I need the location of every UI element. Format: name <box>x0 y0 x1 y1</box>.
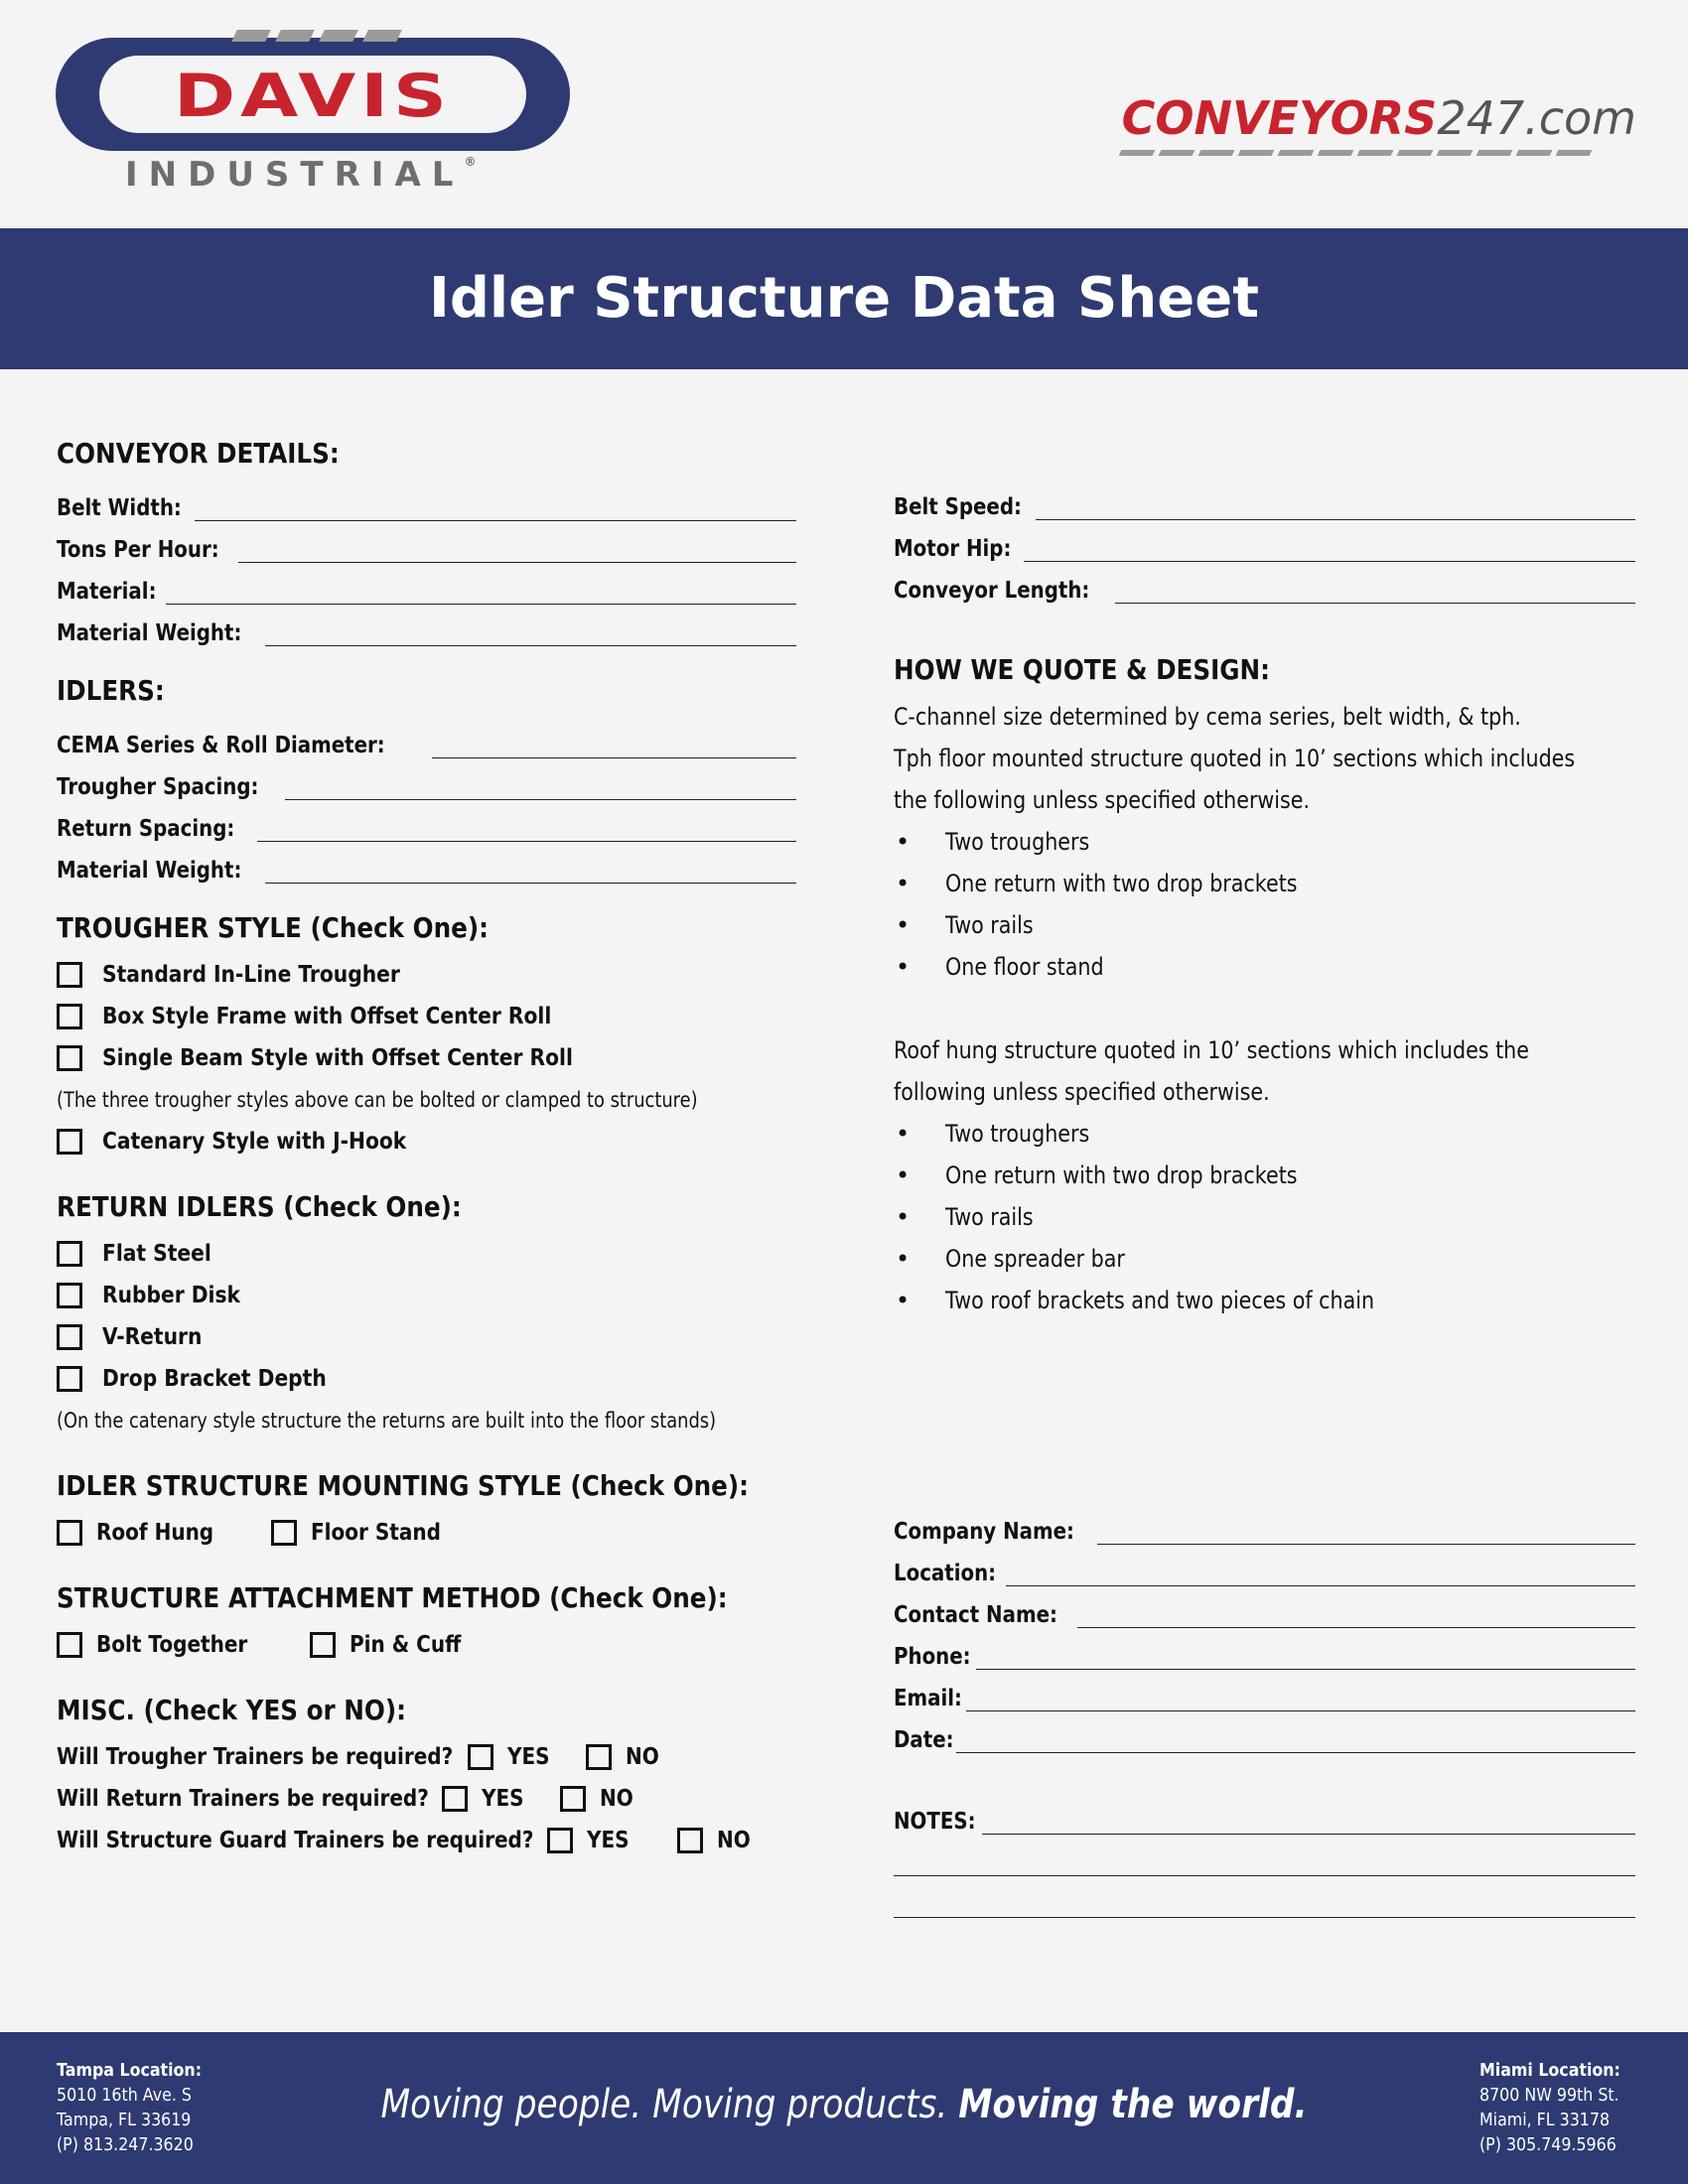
mounting-option-roof-hung[interactable]: Roof Hung <box>57 1520 231 1546</box>
return-option-v-return[interactable]: V-Return <box>57 1316 796 1358</box>
checkbox[interactable] <box>442 1786 468 1812</box>
checkbox[interactable] <box>560 1786 586 1812</box>
checkbox[interactable] <box>57 962 82 988</box>
return-option-flat-steel[interactable]: Flat Steel <box>57 1233 796 1275</box>
conveyor-length-field[interactable]: Conveyor Length: <box>894 562 1635 604</box>
idlers-heading: IDLERS: <box>57 674 165 707</box>
trougher-option-single-beam[interactable]: Single Beam Style with Offset Center Roll <box>57 1037 796 1079</box>
notes-line[interactable] <box>894 1876 1635 1918</box>
checkbox[interactable] <box>677 1828 703 1853</box>
conveyors247-logo <box>1122 91 1636 145</box>
misc-question-return: Will Return Trainers be required? YES NO <box>57 1778 796 1820</box>
no-option[interactable]: NO <box>677 1828 756 1853</box>
misc-question-guard: Will Structure Guard Trainers be required? YES NO <box>57 1820 796 1861</box>
motor-hip-field[interactable]: Motor Hip: <box>894 520 1635 562</box>
checkbox[interactable] <box>57 1283 82 1308</box>
return-note: (On the catenary style structure the returns are built into the floor stands) <box>57 1409 717 1433</box>
trougher-option-catenary[interactable]: Catenary Style with J-Hook <box>57 1121 796 1162</box>
checkbox[interactable] <box>310 1632 336 1658</box>
logo-stripe <box>319 30 358 42</box>
trougher-style-heading: TROUGHER STYLE (Check One): <box>57 911 489 944</box>
logo-subtitle: INDUSTRIAL <box>125 155 465 195</box>
attachment-options <box>57 1624 796 1666</box>
right-column <box>894 478 1635 1321</box>
checkbox[interactable] <box>57 1241 82 1267</box>
return-idlers-heading: RETURN IDLERS (Check One): <box>57 1190 462 1223</box>
left-column <box>57 437 796 1861</box>
list-item: • Two rails <box>896 1203 1034 1231</box>
return-option-drop-bracket[interactable]: Drop Bracket Depth <box>57 1358 796 1400</box>
logo-stripe <box>362 30 402 42</box>
logo-tld: .com <box>1524 91 1636 145</box>
list-item: • One return with two drop brackets <box>896 870 1298 897</box>
checkbox[interactable] <box>586 1744 612 1770</box>
logo-number: 247 <box>1437 91 1525 145</box>
checkbox[interactable] <box>57 1632 82 1658</box>
tons-per-hour-field[interactable]: Tons Per Hour: <box>57 521 796 563</box>
logo-brand: CONVEYORS <box>1121 91 1438 145</box>
list-item: • One floor stand <box>896 953 1104 981</box>
list-item: • Two troughers <box>896 828 1090 856</box>
attachment-method-heading: STRUCTURE ATTACHMENT METHOD (Check One): <box>57 1581 728 1614</box>
checkbox[interactable] <box>468 1744 493 1770</box>
list-item: • Two rails <box>896 911 1034 939</box>
checkbox[interactable] <box>57 1129 82 1155</box>
no-option[interactable]: NO <box>560 1786 638 1812</box>
trougher-note: (The three trougher styles above can be bolted or clamped to structure) <box>57 1088 698 1112</box>
attachment-option-pin-cuff[interactable]: Pin & Cuff <box>310 1632 478 1658</box>
phone-field[interactable]: Phone: <box>894 1628 1635 1670</box>
mounting-option-floor-stand[interactable]: Floor Stand <box>271 1520 460 1546</box>
tagline: Moving people. Moving products. Moving the world. <box>380 2082 1308 2127</box>
footer <box>0 2032 1688 2184</box>
no-option[interactable]: NO <box>586 1744 664 1770</box>
checkbox[interactable] <box>57 1366 82 1392</box>
date-field[interactable]: Date: <box>894 1711 1635 1753</box>
quote-intro: C-channel size determined by cema series, belt width, & tph. Tph floor mounted structure quoted in 10’ sections which includes the following unless specified otherwise. <box>894 703 1576 814</box>
checkbox[interactable] <box>547 1828 573 1853</box>
contact-name-field[interactable]: Contact Name: <box>894 1586 1635 1628</box>
list-item: • Two troughers <box>896 1120 1090 1148</box>
trougher-option-box-style[interactable]: Box Style Frame with Offset Center Roll <box>57 996 796 1037</box>
notes-line[interactable] <box>894 1835 1635 1876</box>
idler-material-weight-field[interactable]: Material Weight: <box>57 842 796 884</box>
trougher-option-standard[interactable]: Standard In-Line Trougher <box>57 954 796 996</box>
company-name-field[interactable]: Company Name: <box>894 1503 1635 1545</box>
yes-option[interactable]: YES <box>468 1744 556 1770</box>
mounting-options <box>57 1512 796 1554</box>
logo-stripe <box>275 30 315 42</box>
material-field[interactable]: Material: <box>57 563 796 605</box>
attachment-option-bolt[interactable]: Bolt Together <box>57 1632 270 1658</box>
list-item: • One return with two drop brackets <box>896 1161 1298 1189</box>
list-item: • One spreader bar <box>896 1245 1125 1273</box>
checkbox[interactable] <box>57 1004 82 1029</box>
misc-heading: MISC. (Check YES or NO): <box>57 1694 406 1726</box>
checkbox[interactable] <box>271 1520 297 1546</box>
cema-series-field[interactable]: CEMA Series & Roll Diameter: <box>57 717 796 758</box>
email-field[interactable]: Email: <box>894 1670 1635 1711</box>
how-we-quote-heading: HOW WE QUOTE & DESIGN: <box>894 653 1271 686</box>
material-weight-field[interactable]: Material Weight: <box>57 605 796 646</box>
page-title: Idler Structure Data Sheet <box>429 266 1259 331</box>
checkbox[interactable] <box>57 1520 82 1546</box>
miami-location: Miami Location: 8700 NW 99th St. Miami, FL 33178 (P) 305.749.5966 <box>1479 2060 1620 2155</box>
registered-mark: ® <box>464 155 477 169</box>
return-spacing-field[interactable]: Return Spacing: <box>57 800 796 842</box>
title-band <box>0 228 1688 369</box>
misc-question-trougher: Will Trougher Trainers be required? YES NO <box>57 1736 796 1778</box>
logo-stripes <box>1120 143 1636 153</box>
belt-width-field[interactable]: Belt Width: <box>57 479 796 521</box>
conveyor-details-heading: CONVEYOR DETAILS: <box>57 437 340 470</box>
return-option-rubber-disk[interactable]: Rubber Disk <box>57 1275 796 1316</box>
location-field[interactable]: Location: <box>894 1545 1635 1586</box>
trougher-spacing-field[interactable]: Trougher Spacing: <box>57 758 796 800</box>
checkbox[interactable] <box>57 1045 82 1071</box>
tampa-location: Tampa Location: 5010 16th Ave. S Tampa, FL 33619 (P) 813.247.3620 <box>57 2060 203 2155</box>
notes-field[interactable]: NOTES: <box>894 1793 1635 1835</box>
roof-intro: Roof hung structure quoted in 10’ sections which includes the following unless specified otherwise. <box>894 1036 1529 1106</box>
belt-speed-field[interactable]: Belt Speed: <box>894 478 1635 520</box>
checkbox[interactable] <box>57 1324 82 1350</box>
list-item: • Two roof brackets and two pieces of chain <box>896 1287 1375 1314</box>
logo-word: DAVIS <box>173 62 453 131</box>
yes-option[interactable]: YES <box>442 1786 530 1812</box>
yes-option[interactable]: YES <box>547 1828 635 1853</box>
contact-section <box>894 1503 1635 1918</box>
logo-stripe <box>231 30 271 42</box>
mounting-style-heading: IDLER STRUCTURE MOUNTING STYLE (Check One): <box>57 1469 750 1502</box>
